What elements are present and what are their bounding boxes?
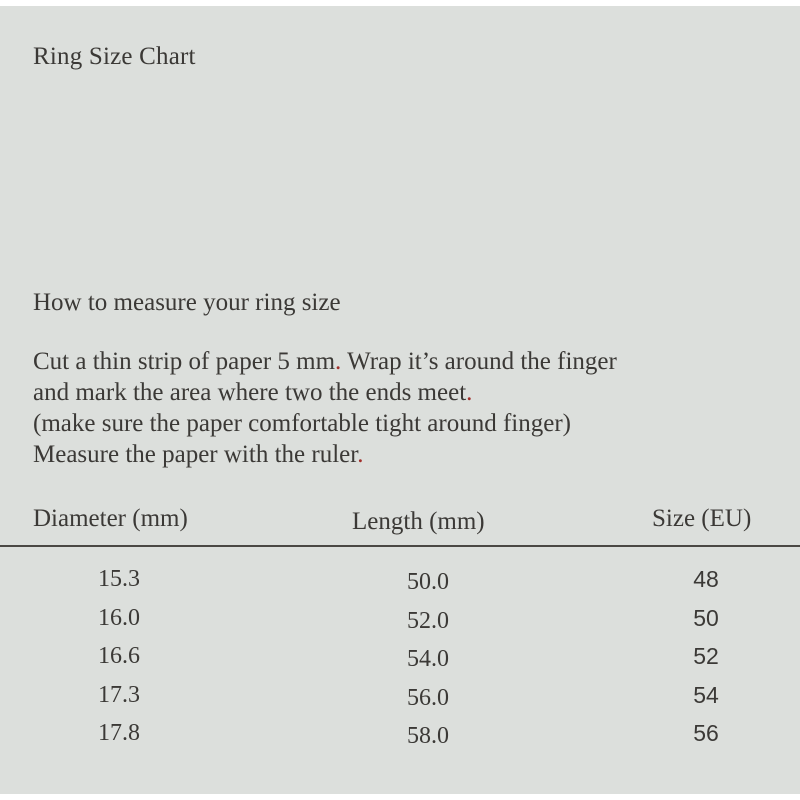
column-header-length: Length (mm) bbox=[352, 508, 485, 535]
instruction-line bbox=[33, 346, 617, 377]
size-cell: 56 bbox=[693, 720, 719, 746]
diameter-cell: 16.6 bbox=[98, 643, 140, 669]
instruction-text: and mark the area where two the ends meet bbox=[33, 379, 467, 406]
length-cell: 58.0 bbox=[407, 723, 449, 749]
size-cell: 48 bbox=[693, 566, 719, 592]
size-cell: 50 bbox=[693, 604, 719, 631]
instruction-text-rest: Wrap it’s around the finger bbox=[341, 348, 617, 375]
length-cell: 50.0 bbox=[407, 569, 449, 595]
diameter-cell: 16.0 bbox=[98, 604, 140, 631]
size-table-body bbox=[0, 564, 800, 757]
instruction-text: Measure the paper with the ruler bbox=[33, 441, 358, 468]
section-heading: How to measure your ring size bbox=[33, 289, 341, 316]
column-header-size: Size (EU) bbox=[652, 505, 752, 532]
chart-panel bbox=[0, 6, 800, 794]
instructions-block bbox=[33, 346, 617, 470]
instruction-period: . bbox=[357, 441, 364, 468]
instruction-line bbox=[33, 377, 617, 408]
length-cell: 54.0 bbox=[407, 646, 449, 672]
page-title: Ring Size Chart bbox=[33, 43, 196, 70]
instruction-text: Cut a thin strip of paper 5 mm bbox=[33, 348, 336, 375]
diameter-cell: 17.3 bbox=[98, 681, 140, 708]
instruction-text: (make sure the paper comfortable tight around finger) bbox=[33, 410, 571, 437]
instruction-line bbox=[33, 439, 617, 470]
diameter-cell: 15.3 bbox=[98, 566, 140, 592]
instruction-period: . bbox=[335, 348, 342, 375]
instruction-line bbox=[33, 408, 617, 439]
diameter-cell: 17.8 bbox=[98, 720, 140, 746]
table-row bbox=[0, 718, 800, 757]
size-cell: 52 bbox=[693, 643, 719, 669]
length-cell: 52.0 bbox=[407, 607, 449, 634]
table-row bbox=[0, 641, 800, 680]
length-cell: 56.0 bbox=[407, 684, 449, 711]
size-cell: 54 bbox=[693, 681, 719, 708]
instruction-period: . bbox=[466, 379, 473, 406]
header-divider bbox=[0, 545, 800, 547]
table-row bbox=[0, 603, 800, 642]
column-header-diameter: Diameter (mm) bbox=[33, 505, 188, 532]
table-row bbox=[0, 564, 800, 603]
table-row bbox=[0, 680, 800, 719]
